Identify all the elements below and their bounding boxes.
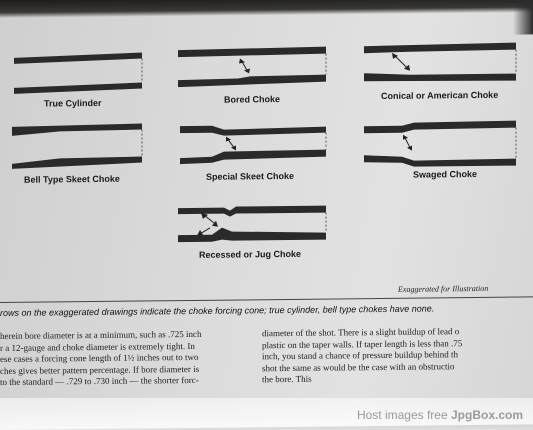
body-line: r a 12-gauge and choke diameter is extremely tight. In <box>0 340 195 353</box>
bell-type-choke-drawing <box>12 124 142 169</box>
page-corner-shadow <box>513 0 533 35</box>
watermark-brand[interactable]: JpgBox.com <box>450 408 523 422</box>
body-line: to the standard — .729 to .730 inch — the shorter forc- <box>0 374 199 387</box>
label-recessed-choke: Recessed or Jug Choke <box>199 248 302 260</box>
illustration-note: Exaggerated for Illustration <box>398 283 489 294</box>
bored-choke-drawing <box>178 47 326 88</box>
watermark[interactable] <box>357 408 523 422</box>
body-line: diameter of the shot. There is a slight buildup of lead o <box>262 326 460 339</box>
body-line: plastic on the taper walls. If taper length is less than .75 <box>262 337 463 350</box>
label-conical-choke: Conical or American Choke <box>381 89 499 102</box>
label-true-cylinder: True Cylinder <box>44 97 102 109</box>
label-swaged-choke: Swaged Choke <box>413 169 478 180</box>
label-bored-choke: Bored Choke <box>224 94 281 105</box>
recessed-choke-drawing <box>178 206 326 243</box>
body-line: herein bore diameter is at a minimum, such as .725 inch <box>0 328 202 341</box>
body-line: shot the same as would be the case with an obstructio <box>262 360 455 373</box>
label-bell-type-choke: Bell Type Skeet Choke <box>24 173 120 185</box>
body-line: inch, you stand a chance of pressure buildup behind th <box>262 349 458 362</box>
body-line: ese cases a forcing cone length of 1½ inches out to two <box>0 351 199 364</box>
choke-diagrams <box>0 34 533 302</box>
watermark-prefix: Host images free <box>356 408 448 422</box>
conical-choke-drawing <box>364 43 516 83</box>
special-skeet-choke-drawing <box>180 125 326 165</box>
body-line: ches gives better pattern percentage. If bore diameter is <box>0 363 200 376</box>
label-special-skeet-choke: Special Skeet Choke <box>206 170 295 182</box>
body-line: the bore. This <box>262 373 312 385</box>
true-cylinder-drawing <box>14 53 142 94</box>
swaged-choke-drawing <box>364 121 516 168</box>
body-text-left-column <box>0 328 250 388</box>
figure-caption: rows on the exaggerated drawings indicate the choke forcing cone; true cylinder, bell type chokes have none. <box>0 303 435 318</box>
page-top-shadow <box>0 0 533 18</box>
body-text-right-column <box>262 325 533 385</box>
choke-diagram-figure <box>0 34 533 303</box>
